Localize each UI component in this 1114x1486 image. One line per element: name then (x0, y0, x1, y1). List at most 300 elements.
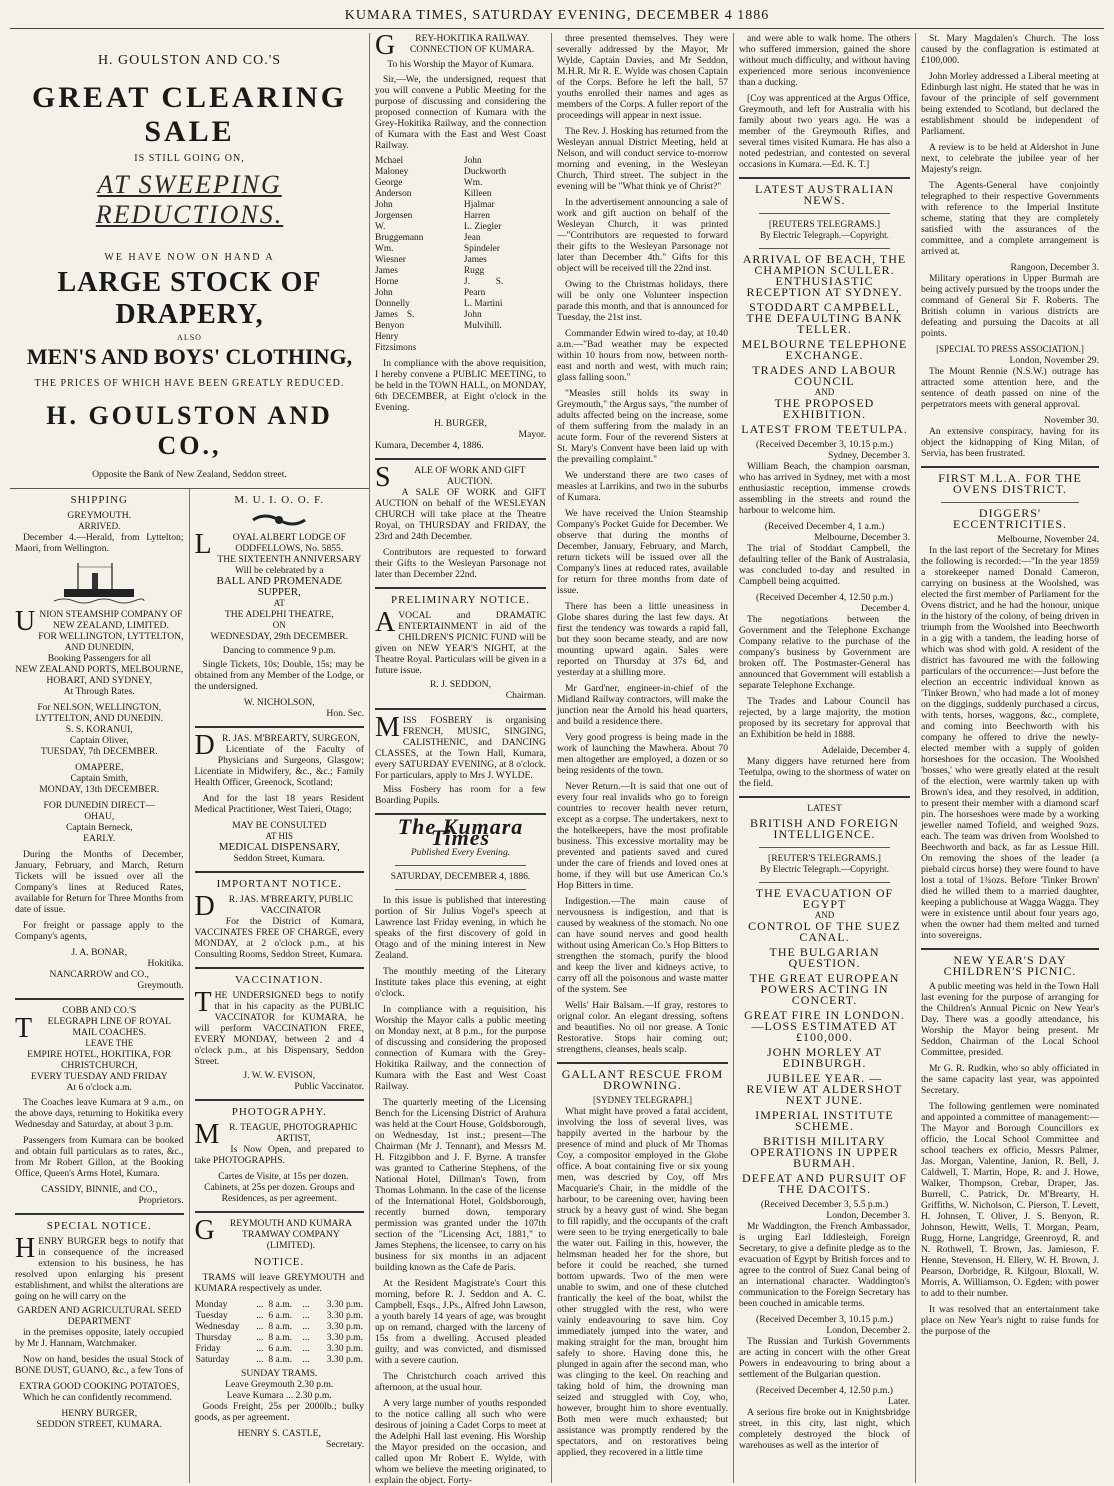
signatory-name: Mchael Maloney (375, 156, 409, 177)
f-p7: An extensive conspiracy, having for its object the kidnapping of King Milan, of Servia, has been frustrated. (921, 426, 1099, 459)
signatories-right (464, 156, 546, 354)
sale-text: A SALE OF WORK and GIFT AUCTION on behalf of the WESLEYAN CHURCH will take place at the Theatre Royal, on THURSDAY and FRIDAY, the 23rd and 24th December. (375, 487, 546, 542)
sunday-1: Leave Greymouth 2.30 p.m. (225, 1379, 334, 1390)
booking-line: Booking Passengers for all (47, 653, 151, 664)
cobb-title: COBB AND CO.'S (62, 1005, 137, 1016)
fosbery-advert (375, 712, 546, 781)
eheadline-2: THE BULGARIAN QUESTION. (769, 945, 880, 970)
tram-dropcap: G (194, 1215, 215, 1246)
divider (921, 948, 1099, 950)
signatory-name: Jean Spindeler (463, 233, 500, 254)
dec4-dateline: December 4. (860, 603, 910, 614)
e-p1: and were able to walk home. The others who suffered immersion, gained the shore without much difficulty, and without having experienced more serious inconvenience than a ducking. (739, 33, 910, 88)
timetable-cell: Friday (195, 1343, 221, 1354)
d-p12: Never Return.—It is said that one out of every four real invalids who go to foreign countries to recover health never return, except as a corpse. The undertakers, next to the hotelkeepers, have the most profitable business. This excessive mortality may be prevented and patients saved and cured under the care of friends and loved ones at home, if they will but use American Co.'s Hop Bitters in time. (557, 781, 728, 891)
latest-australian-heading: LATEST AUSTRALIAN NEWS. (754, 182, 895, 207)
dr-advert-1 (194, 730, 365, 761)
signatory-name: George Anderson (375, 178, 412, 199)
headline-3: MELBOURNE TELEPHONE EXCHANGE. (741, 337, 908, 362)
timetable-cell: ... (302, 1310, 310, 1321)
vaccination-heading: VACCINATION. (235, 974, 324, 986)
c-p2: The monthly meeting of the Literary Institute takes place this evening, at eight o'clock. (375, 966, 546, 999)
london-dateline-2: London, December 2. (826, 1325, 910, 1336)
early: EARLY. (83, 833, 116, 844)
teague-dropcap: M (194, 1119, 220, 1150)
f-p4: The Agents-General have conjointly telegraphed to their respective Governments with reference to the Imperial Institute scheme, stating that they are completely satisfied with the assurances of the committee, and a complete arrangement is arrived at. (921, 180, 1099, 257)
captain-berneck: Captain Berneck, (65, 822, 133, 833)
divider (195, 967, 365, 969)
signatory-name: Henry Fitzsimons (375, 332, 417, 353)
dr-advert-2 (194, 891, 365, 922)
timetable-cell: 8 a.m. (268, 1321, 293, 1332)
f-p8: In the last report of the Secretary for Mines the following is recorded:—"In the year 1859 a storekeeper named Donald Cameron, carrying on business at the Woolshed, was elected the first member of Parliament for the Ovens district, and he had the honour, unique in the history of the colony, of being driven in triumph from the Woolshed into Beechworth in a gig with a tandem, the leading horse of which was shod with gold. A resident of the district has favoured me with the following particulars of the occurrence:—Just before the election an eccentric individual known as 'Tinker Brown,' who had made a lot of money on the diggings, suddenly purchased a circus, with tents, horses, waggons, &c., complete, and coming into Beechworth with his company he offered to drive the newly-elected member with a supply of golden horseshoes for the occasion. The Woolshed 'bosses,' who were greatly elated at the result of the election, were warmly taken up with Brown's idea, and they resolved, in addition, to present their member with a diamond scarf pin. The horseshoes were made by a working jeweller named Tofield, and weighed 9ozs. each. The team was driven from Woolshed to Beechworth and back, as far as Lessue Hill. On removing the shoes of the leader (a piebald circus horse) they were found to have lost a total of 1¾ozs. Before 'Tinker Brown' died he willed them to a married daughter, keeping a publichouse at Wagga Wagga. They were in existence until about four years ago, when the owner had them melted and turned into sovereigns. (921, 545, 1099, 941)
photography-heading: PHOTOGRAPHY. (231, 1106, 327, 1118)
teague-text: Is Now Open, and prepared to take PHOTOGRAPHS. (194, 1144, 364, 1166)
timetable-cell: 3.30 p.m. (326, 1310, 363, 1321)
divider (921, 466, 1099, 468)
eheadline-7: IMPERIAL INSTITUTE SCHEME. (755, 1108, 894, 1133)
signatory-name: Hjalmar Harren (463, 200, 495, 221)
received-5: (Received December 3, 10.15 p.m.) (756, 1314, 893, 1325)
limited: (LIMITED). (266, 1240, 315, 1251)
tickets: Single Tickets, 10s; Double, 15s; may be obtained from any Member of the Lodge, or the undersigned. (194, 659, 364, 692)
bonar: J. A. BONAR, (71, 947, 128, 958)
burger-dropcap: H (15, 1233, 36, 1264)
d-p13: Indigestion.—The main cause of nervousness is indigestion, and that is caused by weakness of the stomach. No one can have sound nerves and good health without using American Co.'s Hop Bitters to strengthen the stomach, purify the blood and keep the liver and kidneys active, to carry off all the poisonous and waste matter of the system. See (557, 896, 728, 995)
later-label: Later. (887, 1396, 910, 1407)
timetable-cell: ... (256, 1310, 264, 1321)
important-heading: IMPORTANT NOTICE. (216, 878, 342, 890)
sunday-trams: SUNDAY TRAMS. (241, 1368, 318, 1379)
lodge-title: OYAL ALBERT LODGE OF ODDFELLOWS, No. 5855. (232, 532, 346, 554)
dunedin-direct: FOR DUNEDIN DIRECT— (43, 800, 155, 811)
compliance-text: In compliance with the above requisition, I hereby convene a PUBLIC MEETING, to be held in the TOWN HALL, on MONDAY, 6th DECEMBER, at Eight o'clock in the Evening. (375, 358, 546, 413)
for-wellington: FOR WELLINGTON, LYTTELTON, AND DUNEDIN, (38, 631, 184, 653)
melbourne-nov-dateline: Melbourne, November 24. (997, 534, 1099, 545)
signatory-name: L. Martini (463, 299, 503, 309)
seddon-sig: R. J. SEDDON, (429, 679, 492, 690)
vac-text: HE UNDERSIGNED begs to notify that in his capacity as the PUBLIC VACCINATOR for KUMARA, he will perform VACCINATION FREE, EVERY MONDAY, between 2 and 4 o'clock p.m., at his Dispensary, Seddon Street. (194, 990, 364, 1067)
timetable-cell: ... (256, 1299, 264, 1310)
adelphi: THE ADELPHI THEATRE, (224, 609, 334, 620)
goulston-line-1: H. GOULSTON AND CO.'S (97, 53, 282, 68)
vocal-advert (375, 607, 546, 676)
timetable-cell: 3.30 p.m. (326, 1299, 363, 1310)
c-p3: In compliance with a requisition, his Worship the Mayor calls a public meeting on Monday next, at 8 p.m., for the purpose of discussing and considering the proposed connection of Kumara with the Grey-Hokitika Railway, and the connection of Kumara with the East and West Coast Railway. (375, 1004, 546, 1092)
union-dropcap: U (15, 606, 36, 637)
divider (375, 587, 546, 589)
cartes: Cartes de Visite, at 15s per dozen. Cabinets, at 25s per dozen. Groups and Residences, as per agreement. (204, 1171, 355, 1204)
burger-address: SEDDON STREET, KUMARA. (36, 1419, 163, 1430)
nov30-dateline: November 30. (1044, 415, 1099, 426)
burger-advert (15, 1233, 184, 1302)
divider (15, 1213, 184, 1215)
received-3: (Received December 4, 12.50 p.m.) (756, 592, 893, 603)
divider (941, 502, 1079, 503)
divider (395, 889, 526, 890)
contrib-text: Contributors are requested to forward their Gifts to the Wesleyan Parsonage not later than December 22nd. (375, 547, 546, 580)
eheadline-5: JOHN MORLEY AT EDINBURGH. (767, 1045, 882, 1070)
dr-text-1: Licentiate of the Faculty of Physicians and Surgeons, Glasgow; Licentiate in Midwifery, &c., &c.; Family Health Officer, Greenock, Scotland; (194, 744, 364, 788)
for-nelson: For NELSON, WELLINGTON, LYTTELTON, AND DUNEDIN. (35, 702, 163, 724)
wednesday: WEDNESDAY, 29th DECEMBER. (210, 631, 349, 642)
divider (759, 213, 890, 214)
eheadline-1-and: AND (814, 910, 835, 920)
f-p12: It was resolved that an entertainment take place on New Year's night to raise funds for the purpose of the (921, 1304, 1099, 1337)
timetable-cell: Monday (195, 1299, 228, 1310)
d-p8: We have received the Union Steamship Company's Pocket Guide for December. We observe that during the months of December, January, February, and March, return tickets will be issued over all the Company's lines at reduced rates, available for return for three months from date of issue. (557, 508, 728, 596)
sunday-2: Leave Kumara ... 2.30 p.m. (226, 1390, 332, 1401)
chairman: Chairman. (505, 690, 546, 701)
timetable-cell: ... (302, 1321, 310, 1332)
sydney-dateline: Sydney, December 3. (828, 450, 910, 461)
muioof-heading: M. U. I. O. O. F. (234, 494, 325, 506)
signatory-name: L. Ziegler (463, 222, 502, 232)
column-b (190, 489, 370, 1483)
melbourne-dateline: Melbourne, December 3. (814, 532, 910, 543)
fosbery-dropcap: M (375, 712, 400, 743)
tuesday-sailing: TUESDAY, 7th DECEMBER. (40, 746, 158, 757)
headline-5: LATEST FROM TEETULPA. (741, 422, 908, 436)
timetable-cell: 8 a.m. (268, 1354, 293, 1365)
received-2: (Received December 4, 1 a.m.) (764, 521, 885, 532)
divider (375, 708, 546, 710)
goulston-line-11: Opposite the Bank of New Zealand, Seddon street. (92, 469, 287, 480)
f-p6: The Mount Rennie (N.S.W.) outrage has attracted some attention here, and the sentence of death passed on nine of the perpetrators meets with general approval. (921, 366, 1099, 410)
dr-dropcap-1: D (194, 730, 215, 761)
steamship-icon (54, 559, 144, 605)
divider (557, 1062, 728, 1064)
timetable-cell: ... (256, 1354, 264, 1365)
d-p9: There has been a little uneasiness in Globe shares during the last few days. At first the tendency was towards a rapid fall, but they soon became steady, and are now mounting upward again. Sales were reported on Thursday at 37s 6d, and yesterday at a shilling more. (557, 601, 728, 678)
goulston-line-7: ALSO (177, 333, 202, 342)
mayor-label: Mayor. (518, 429, 546, 440)
rail-title: REY-HOKITIKA RAILWAY. (415, 33, 530, 44)
divider (739, 177, 910, 179)
latest-label: LATEST (807, 803, 842, 814)
timetable-cell: ... (302, 1354, 310, 1365)
f-p2: John Morley addressed a Liberal meeting at Edinburgh last night. He stated that he was in favour of the principle of self government being extended to Scotland, but declared the establishment should be independent of Parliament. (921, 71, 1099, 137)
pub-vac: Public Vaccinator. (294, 1081, 364, 1092)
rail-dropcap: G (375, 30, 396, 61)
sale-title: ALE OF WORK AND GIFT AUCTION. (414, 465, 526, 487)
burger-mayor: H. BURGER, (433, 418, 488, 429)
d-p5: Commander Edwin wired to-day, at 10.40 a.m.—"Bad weather may be expected within 10 hours from now, between north-east and north and west, with much rain; glass falling soon." (557, 328, 728, 383)
six-oclock: At 6 o'clock a.m. (66, 1082, 132, 1093)
columns (10, 30, 1104, 1486)
prelim-heading: PRELIMINARY NOTICE. (391, 594, 530, 606)
signatory-name: John Jorgensen (375, 200, 413, 221)
nameplate: The Kumara Times (397, 814, 524, 850)
divider (375, 458, 546, 460)
first-mla-heading: FIRST M.L.A. FOR THE OVENS DISTRICT. (938, 471, 1082, 496)
d-p4: Owing to the Christmas holidays, there will be only one Volunteer inspection parade this month, and that is announced for Tuesday, the 21st inst. (557, 279, 728, 323)
divider (739, 796, 910, 798)
received-6: (Received December 4, 12.50 p.m.) (756, 1385, 893, 1396)
greymouth-agent: Greymouth. (137, 980, 184, 991)
medical-dispensary: MEDICAL DISPENSARY, (218, 841, 340, 853)
premises-text: in the premises opposite, lately occupied by Mr J. Hannam, Watchmaker. (15, 1327, 184, 1349)
evison: J. W. W. EVISON, (243, 1070, 316, 1081)
timetable-cell: Tuesday (195, 1310, 228, 1321)
f-p5: Military operations in Upper Burmah are being actively pursued by the troops under the command of General Sir F. Roberts. The British column in various districts are defeating and pursuing the Dacoits at all points. (921, 273, 1099, 339)
signatory-name: John Donnelly (375, 288, 410, 309)
goulston-line-6: LARGE STOCK OF DRAPERY, (57, 267, 322, 330)
timetable-cell: ... (302, 1332, 310, 1343)
c-p7: A very large number of youths responded to the notice calling all such who were desirous of joining a Cadet Corps to meet at the Adelphi Hall last evening. His Worship the Mayor presided on the occasion, and called upon Mr Robert E. Wylde, with whom we believe the meeting originated, to explain the object. Forty- (375, 1398, 546, 1486)
nancarrow: NANCARROW and CO., (49, 969, 149, 980)
reuters: [REUTERS TELEGRAMS.] (768, 219, 881, 230)
d-p7: We understand there are two cases of measles at Larrikins, and two in the suburbs of Kumara. (557, 470, 728, 503)
union-advert (15, 606, 184, 637)
hokitika: Hokitika. (147, 958, 184, 969)
received-1: (Received December 3, 10.15 p.m.) (756, 439, 893, 450)
teague-title: R. TEAGUE, PHOTOGRAPHIC ARTIST, (229, 1122, 358, 1144)
timetable-cell: 8 a.m. (268, 1299, 293, 1310)
d-p3: In the advertisement announcing a sale of work and gift auction on behalf of the Wesleyan Church, it was printed—"Contributors are requested to forward their gifts to the Wesleyan Parsonage not later than December 4th." Gifts for this object will be received till the 22nd inst. (557, 197, 728, 274)
c-p6: The Christchurch coach arrived this afternoon, at the usual hour. (375, 1371, 546, 1393)
timetable-row (195, 1310, 365, 1321)
e-p2: [Coy was apprenticed at the Argus Office, Greymouth, and left for Australia with his family about two years ago. He was a member of the Greymouth Rifles, and several times visited Kumara. He has also a noted pedestrian, and contested on several occasions in Kumara.—Ed. K. T.] (739, 93, 910, 170)
signatory-name: Wm. Killeen (463, 178, 492, 199)
nicholson: W. NICHOLSON, (243, 697, 315, 708)
timetable-row (195, 1343, 365, 1354)
e-t6: Mr Waddington, the French Ambassador, is urging Earl Iddlesleigh, Foreign Secretary, to give a definite pledge as to the evacuation of Egypt by British forces and to agree to the control of Suez Canal being of an international character. Waddington's communication to the Foreign Secretary has been couched in amicable terms. (739, 1221, 910, 1309)
c-p1: In this issue is published that interesting portion of Sir Julius Vogel's speech at Lawrence last Friday evening, in which he speaks of the first discovery of gold in Otago and of the mining interest in New Zealand. (375, 895, 546, 961)
dr-title-1: R. JAS. M'BREARTY, SURGEON, (222, 733, 360, 744)
timetable-cell: 3.30 p.m. (326, 1321, 363, 1332)
timetable-cell: 3.30 p.m. (326, 1332, 363, 1343)
headline-4: TRADES AND LABOUR COUNCIL (752, 363, 897, 388)
timetable-cell: Saturday (195, 1354, 230, 1365)
f-p11: The following gentlemen were nominated and appointed a committee of management:—The Mayor and Borough Councillors ex officio, the Local School Committee and school teachers ex officio, Messrs Palmer, Jas. Morgan, Valentine, Janion, R. Bell, J. Caldwell, T. Martin, Hope, R. and J. Howe, Walker, Thompson, Crebar, Draper, Jas. Burrell, C. Patrick, Dr. M'Brearty, H. Griffiths, W. Nicholson, C. Pierson, T. Levett, H. Johnsen, T. Oliver, J. S. Benyon, R. Johnson, Hewitt, Wells, T. Morgan, Pearn, Rugg, Horne, Langridge, Greenroyd, R. and N. Rothwell, T. Brown, Jas. Jamieson, F. Henne, Stevenson, H. Ellery, W. H. Brown, J. Pearson, Dorbridge, R. Kilgour, Bloxall, W. Morris, A. Williamson, O. Egden; with power to add to their number. (921, 1101, 1099, 1299)
goulston-advert (10, 33, 369, 489)
every-tuesday: EVERY TUESDAY AND FRIDAY (30, 1071, 168, 1082)
e-t5: Many diggers have returned here from Teetulpa, owing to the shortness of water on the field. (739, 756, 910, 789)
timetable-cell: ... (302, 1299, 310, 1310)
seddon-street: Seddon Street, Kumara. (233, 853, 326, 864)
passengers-text: Passengers from Kumara can be booked and obtain full particulars as to rates, &c., from Mr Robert Gillon, at the Booking Office, Queen's Arms Hotel, Kumara. (15, 1135, 184, 1179)
special-press: [SPECIAL TO PRESS ASSOCIATION.] (936, 344, 1084, 354)
c-p4: The quarterly meeting of the Licensing Bench for the Licensing District of Arahura was held at the Court House, Goldsborough, on Wednesday, 1st inst.; present—The Chairman (Mr J. Tennant), and Messrs M. H. Fitzgibbon and J. F. Byrne. A transfer was granted to Catherine Stephens, of the National Hotel, Dillman's Town, from Thomas Lohmann. In the case of the license of the International Hotel, Goldsborough, recently burned down, temporary permission was granted under the 107th section of the "Licensing Act, 1881," to James Stephens, the licensee, to carry on his business for six months in an adjacent building known as the Cafe de Paris. (375, 1097, 546, 1273)
column-f (916, 33, 1104, 1483)
gallant-heading: GALLANT RESCUE FROM DROWNING. (561, 1067, 724, 1092)
divider (759, 882, 890, 883)
goulston-advert-block (10, 33, 370, 1483)
divider (195, 871, 365, 873)
signatory-name: W. Bruggemann (375, 222, 424, 243)
e-t4: The Trades and Labour Council has rejected, by a large majority, the motion proposed by its secretary for approval that an Exhibition be held in 1888. (739, 696, 910, 740)
proprietors: Proprietors. (138, 1195, 184, 1206)
trams-text: TRAMS will leave GREYMOUTH and KUMARA respectively as under. (194, 1272, 364, 1294)
signatory-name: Wm. Wiesner (375, 244, 406, 265)
london-dateline: London, November 29. (1009, 355, 1099, 366)
to-mayor: To his Worship the Mayor of Kumara. (387, 59, 534, 70)
union-title: NION STEAMSHIP COMPANY OF NEW ZEALAND, LIMITED. (39, 609, 183, 631)
e-t2: The trial of Stoddart Campbell, the defaulting teller of the Bank of Australasia, was concluded to-day and resulted in Campbell being acquitted. (739, 543, 910, 587)
vac-dropcap: T (194, 987, 212, 1018)
rangoon-dateline: Rangoon, December 3. (1010, 262, 1099, 273)
timetable-cell: 8 a.m. (268, 1332, 293, 1343)
coaches-text: The Coaches leave Kumara at 9 a.m., on the above days, returning to Hokitika every Wednesday and Saturday, at about 3 p.m. (15, 1097, 184, 1130)
sale-advert (375, 462, 546, 493)
on-label: ON (272, 620, 286, 630)
e-t1: William Beach, the champion oarsman, who has arrived in Sydney, met with a most enthusiastic reception, immense crowds assembling in the streets and round the harbour to welcome him. (739, 461, 910, 516)
tram-timetable (195, 1299, 365, 1365)
celebrated: Will be celebrated by a (234, 565, 324, 576)
signatory-name: James Horne (375, 266, 399, 287)
vaccination-advert (194, 987, 365, 1067)
hon-sec: Hon. Sec. (326, 708, 364, 719)
monday-sailing: MONDAY, 13th DECEMBER. (39, 784, 160, 795)
ball: BALL AND PROMENADE SUPPER, (216, 575, 342, 598)
timetable-row (195, 1299, 365, 1310)
clasped-hands-icon (251, 510, 307, 530)
return-tickets-text: During the Months of December, January, February, and March, Return Tickets will be issued over all the Company's lines at Reduced Rates, available for Return for Three Months from date of issue. (15, 849, 184, 915)
e-t8: A serious fire broke out in Knightsbridge street, in this city, last night, which completely destroyed the block of warehouses as well as the interior of (739, 1407, 910, 1451)
c-p5: At the Resident Magistrate's Court this morning, before R. J. Seddon and A. C. Campbell, Esqs., J.Ps., Alfred John Lawson, a youth barely 14 years of age, was brought up on remand, charged with the larceny of 15s from a dwelling. Accused pleaded guilty, and was convicted, and dismissed with a severe caution. (375, 1278, 546, 1366)
arrived-label: ARRIVED. (78, 521, 121, 531)
column-d (552, 33, 734, 1483)
teague-advert (194, 1119, 365, 1150)
london-dateline-1: London, December 3. (826, 1210, 910, 1221)
connection: CONNECTION OF KUMARA. (409, 44, 535, 55)
telegraph-dropcap: T (15, 1013, 33, 1044)
ad-columns (10, 489, 369, 1483)
fosbery-text: ISS FOSBERY is organising FRENCH, MUSIC, SINGING, CALISTHENIC, and DANCING CLASSES, at the Town Hall, Kumara, every SATURDAY EVENING, at 8 o'clock. For particulars, apply to Mrs J. WYLDE. (375, 715, 546, 781)
dateline: SATURDAY, DECEMBER 4, 1886. (390, 871, 531, 882)
d-p15: What might have proved a fatal accident, involving the loss of several lives, was happily averted in the harbour by the presence of mind and pluck of Mr Thomas Coy, a compositor employed in the Globe office. A boat containing five or six young men, was descried by Coy, off Mrs Macquarie's Chair, in the middle of the harbour, to be careening over, having been struck by a heavy gust of wind. She began to fill rapidly, and the occupants of the craft were seen to be trying energetically to bale the water out. Failing in this, however, the helmsman headed her for the shore, but before it could be reached, she turned bottom upwards. Two of the men were unable to swim, and one of these clutched frantically the keel of the boat, whilst the other struggled with the rest, who were vainly endeavouring to save him. Coy immediately jumped into the water, and making straight for the man, brought him safely to shore. Having done this, he plunged in again after the second man, who was clinging to the keel. On reaching and taking hold of him, the drowning man seized and struggled with Coy, who, however, brought him to shore eventually. Both men were much exhausted; but assistance was promptly rendered by the spectators, and on restoratives being applied, they recovered in a little time (557, 1106, 728, 1458)
vocal-dropcap: A (375, 607, 396, 638)
divider (759, 248, 890, 249)
divider (15, 998, 184, 1000)
d-p2: The Rev. J. Hosking has returned from the Wesleyan annual District Meeting, held at Nelson, and will conduct service to-morrow morning and evening, in the Wesleyan Church, Third street. The subject in the evening will be "What think ye of Christ?" (557, 126, 728, 192)
goulston-line-2: GREAT CLEARING SALE (31, 81, 348, 148)
published: Published Every Evening. (410, 847, 511, 858)
timetable-cell: ... (302, 1343, 310, 1354)
potatoes: EXTRA GOOD COOKING POTATOES, (19, 1381, 180, 1392)
f-p1: St. Mary Magdalen's Church. The loss caused by the conflagration is estimated at £100,000. (921, 33, 1099, 66)
d-p14: Wells' Hair Balsam.—If gray, restores to orignal color. An elegant dressing, softens and beautifies. No oil nor grease. A Tonic Restorative. Stops hair coming out; strengthens, cleanses, heals scalp. (557, 1000, 728, 1055)
captain-smith: Captain Smith, (70, 773, 129, 784)
lodge-dropcap: L (194, 529, 212, 560)
captain-oliver: Captain Oliver, (69, 735, 129, 746)
d-p11: Very good progress is being made in the work of launching the Mawhera. About 70 men altogether are employed, a dozen or so being residents of the town. (557, 732, 728, 776)
meeting-date: Kumara, December 4, 1886. (375, 440, 484, 451)
goulston-line-9: THE PRICES OF WHICH HAVE BEEN GREATLY REDUCED. (34, 378, 345, 389)
timetable-cell: Thursday (195, 1332, 232, 1343)
timetable-cell: 3.30 p.m. (326, 1343, 363, 1354)
omapere: OMAPERE, (75, 762, 124, 773)
d-p1: three presented themselves. They were severally addressed by the Mayor, Mr Wylde, Captain Davies, and Mr Seddon, M.H.R. Mr R. E. Wylde was chosen Captain of the Corps. Before he left the hall, 57 youths enrolled their names and ages as members of the Corps. A fuller report of the proceedings will appear in next issue. (557, 33, 728, 121)
timetable-cell: 6 a.m. (268, 1310, 293, 1321)
ports-line: NEW ZEALAND PORTS, MELBOURNE, HOBART, AND SYDNEY, (15, 664, 184, 686)
goods: Goods Freight, 25s per 2000lb.; bulky goods, as per agreement. (194, 1401, 364, 1423)
signatories-left (375, 156, 457, 354)
d-p10: Mr Gard'ner, engineer-in-chief of the Midland Railway contractors, will make the junction near the Arnold his head quarters, and build a residence there. (557, 683, 728, 727)
goulston-line-8: MEN'S AND BOYS' CLOTHING, (26, 344, 353, 369)
timetable-row (195, 1321, 365, 1332)
eheadline-8: BRITISH MILITARY OPERATIONS IN UPPER BURMAH. (750, 1134, 899, 1170)
eheadline-4: GREAT FIRE IN LONDON.—LOSS ESTIMATED AT £100,000. (744, 1008, 905, 1044)
adelaide-dateline: Adelaide, December 4. (821, 745, 910, 756)
now-on-hand: Now on hand, besides the usual Stock of BONE DUST, GUANO, &c., a few Tons of (15, 1354, 184, 1376)
f-p10: Mr G. R. Rudkin, who so ably officiated in the same capacity last year, was appointed Secretary. (921, 1063, 1099, 1096)
telegraph-title: ELEGRAPH LINE OF ROYAL MAIL COACHES. (47, 1016, 171, 1038)
timetable-cell: ... (256, 1332, 264, 1343)
freight-text: For freight or passage apply to the Company's agents, (15, 920, 184, 942)
goulston-line-10: H. GOULSTON AND CO., (46, 401, 333, 460)
sir-text: Sir,—We, the undersigned, request that you will convene a Public Meeting for the purpose of discussing and considering the proposed connection of Kumara with the Grey-Hokitika Railway, and the connection of Kumara with the East and West Coast Railway. (375, 74, 546, 151)
burger-text: ENRY BURGER begs to notify that in consequence of the increased extension to his business, he has resolved upon enlarging his present establishment, and whilst the alterations are going on he will carry on the (15, 1236, 184, 1302)
column-c (370, 30, 552, 1486)
divider (759, 847, 890, 848)
received-4: (Received December 3, 5.5 p.m.) (760, 1199, 889, 1210)
e-t7: The Russian and Turkish Governments are acting in concert with the other Great Powers in endeavouring to bring about a settlement of the Bulgarian question. (739, 1336, 910, 1380)
signatory-name: James Rugg (463, 255, 487, 276)
empire-hotel: EMPIRE HOTEL, HOKITIKA, FOR CHRISTCHURCH, (27, 1049, 172, 1071)
sixteenth: THE SIXTEENTH ANNIVERSARY (217, 554, 362, 565)
sale-dropcap: S (375, 462, 391, 493)
eheadline-9: DEFEAT AND PURSUIT OF THE DACOITS. (742, 1171, 907, 1196)
d-p6: "Measles still holds its sway in Greymouth," the Argus says, "the number of adults affected being on the increase, some of them suffering from the malady in an acute form. Four of the reverend Sisters at St. Mary's Convent have been laid up with the prevailing complaint." (557, 388, 728, 465)
dr-title-2: R. JAS. M'BREARTY, PUBLIC VACCINATOR (228, 894, 353, 916)
signatory-name: John Mulvihill. (463, 310, 502, 331)
arrivals-text: December 4.—Herald, from Lyttelton; Maori, from Wellington. (15, 532, 184, 554)
reuters-2: [REUTER'S TELEGRAMS.] (768, 853, 881, 864)
signatories (375, 156, 546, 354)
timetable-row (195, 1332, 365, 1343)
ohau: OHAU, (84, 811, 115, 822)
shipping-heading: SHIPPING (70, 494, 128, 506)
eheadline-1: THE EVACUATION OF EGYPT (755, 886, 894, 911)
headline-4-and: AND (814, 387, 835, 397)
headline-4-c: THE PROPOSED EXHIBITION. (774, 396, 875, 421)
timetable-cell: 3.30 p.m. (326, 1354, 363, 1365)
divider (195, 1211, 365, 1213)
vocal-text: VOCAL and DRAMATIC ENTERTAINMENT in aid of the CHILDREN'S PICNIC FUND will be given on NEW YEAR'S NIGHT, at the Theatre Royal. Particulars will be given in a future issue. (375, 610, 546, 676)
koranui: S. S. KORANUI, (65, 724, 133, 735)
goulston-line-5: WE HAVE NOW ON HAND A (104, 252, 275, 263)
eheadline-1-c: CONTROL OF THE SUEZ CANAL. (748, 919, 901, 944)
signatory-name: John Duckworth (463, 156, 507, 177)
column-e (734, 33, 916, 1483)
goulston-line-3: IS STILL GOING ON, (134, 153, 245, 164)
tram-title: REYMOUTH AND KUMARA TRAMWAY COMPANY (229, 1218, 352, 1240)
garden-dept: GARDEN AND AGRICULTURAL SEED DEPARTMENT (17, 1305, 182, 1327)
eheadline-6: JUBILEE YEAR. — REVIEW AT ALDERSHOT NEXT JUNE. (746, 1071, 903, 1107)
diggers-heading: DIGGERS' ECCENTRICITIES. (953, 506, 1067, 531)
leave-the: LEAVE THE (85, 1038, 134, 1048)
fosbery-text-2: Miss Fosbery has room for a few Boarding Pupils. (375, 784, 546, 806)
burger-signature: HENRY BURGER, (61, 1408, 138, 1419)
greymouth-heading: GREYMOUTH. (67, 510, 132, 521)
timetable-cell: ... (256, 1321, 264, 1332)
dr2-text: For the District of Kumara, VACCINATES FREE OF CHARGE, every MONDAY, at 2 o'clock p.m., at his Consulting Rooms, Seddon Street, Kumara. (194, 916, 364, 960)
timetable-cell: Wednesday (195, 1321, 240, 1332)
headline-1: ARRIVAL OF BEACH, THE CHAMPION SCULLER. ENTHUSIASTIC RECEPTION AT SYDNEY. (742, 252, 907, 299)
at-his: AT HIS (265, 831, 294, 841)
cassidy: CASSIDY, BINNIE, and CO., (41, 1184, 158, 1195)
dancing: Dancing to commence 9 p.m. (222, 645, 336, 656)
timetable-cell: 6 a.m. (268, 1343, 293, 1354)
by-electric: By Electric Telegraph.—Copyright. (760, 230, 889, 240)
at-label: AT (273, 598, 285, 608)
nyd-heading: NEW YEAR'S DAY CHILDREN'S PICNIC. (943, 953, 1077, 978)
timetable-row (195, 1354, 365, 1365)
f-p3: A review is to be held at Aldershot in June next, to celebrate the jubilee year of her Majesty's reign. (921, 142, 1099, 175)
divider (195, 726, 365, 728)
